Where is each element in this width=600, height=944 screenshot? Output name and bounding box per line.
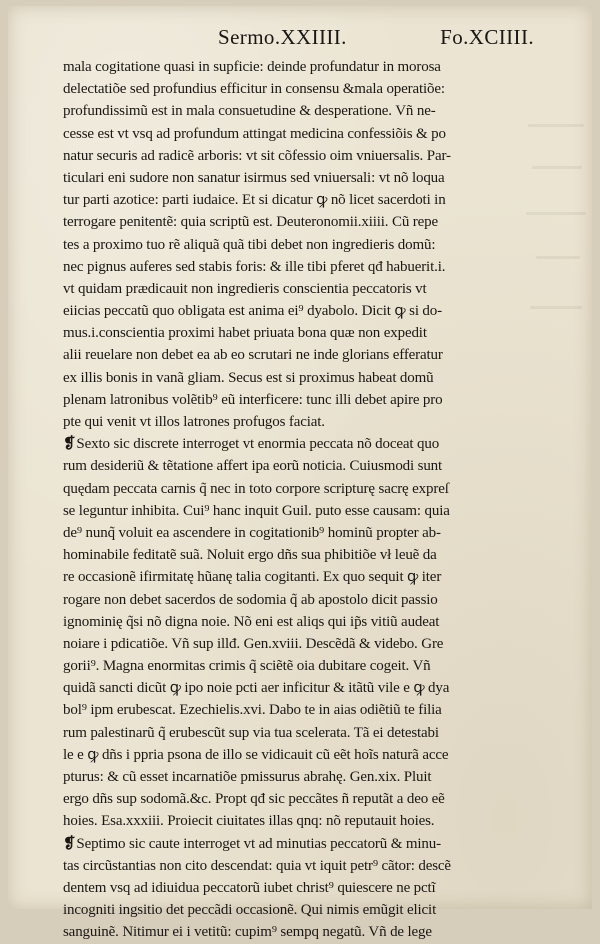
line-text: se leguntur inhibita. Cui⁹ hanc inquit Guil. puto esse causam: quia — [63, 502, 450, 519]
text-line — [63, 234, 521, 256]
text-line — [63, 833, 521, 855]
paragraph-mark: ❡ — [63, 436, 76, 453]
line-text: rum palestinarũ q̃ erubescũt sup via tua scelerata. Tã ei detestabi — [63, 724, 439, 741]
text-line — [63, 655, 521, 677]
line-text: hoies. Esa.xxxiii. Proiecit ciuitates illas qnq: nõ reputauit hoies. — [63, 813, 435, 830]
line-text: gorii⁹. Magna enormitas crimis q̃ sciẽtẽ oia dubitare cogeit. Vñ — [63, 658, 431, 675]
line-text: vt quidam prædicauit non ingredieris conscientia peccatoris vt — [63, 280, 427, 297]
text-line — [63, 544, 521, 566]
line-text: eiicias peccatũ quo obligata est anima ei⁹ dyabolo. Dicit ꝙ si do- — [63, 303, 442, 320]
text-line — [63, 566, 521, 588]
line-text: delectatiõe sed profundius efficitur in consensu &mala operatiõe: — [63, 81, 445, 98]
body-text — [63, 56, 521, 944]
text-line — [63, 522, 521, 544]
line-text: profundissimũ est in mala consuetudine & desperatione. Vñ ne- — [63, 103, 436, 120]
text-line — [63, 500, 521, 522]
line-text: re occasionẽ ifirmitatę hũanę talia cogitanti. Ex quo sequit ꝙ iter — [63, 569, 442, 586]
text-line — [63, 810, 521, 832]
line-text: noiare i pdicatiõe. Vñ sup illđ. Gen.xviii. Descẽdã & videbo. Gre — [63, 635, 444, 652]
text-line — [63, 123, 521, 145]
text-line — [63, 478, 521, 500]
text-line — [63, 899, 521, 921]
text-line — [63, 633, 521, 655]
text-line — [63, 56, 521, 78]
line-text: hominabile feditatẽ suã. Noluit ergo dñs sua phibitiõe vł leuẽ da — [63, 547, 437, 564]
line-text: nec pignus auferes sed stabis foris: & ille tibi pferet qđ habuerit.i. — [63, 258, 446, 275]
line-text: ticulari eni sudore non sanatur isirmus sed vniuersali: vt nõ loqua — [63, 169, 445, 186]
folio-number: Fo.XCIIII. — [440, 25, 534, 49]
line-text: dentem vsq ad idiuidua peccatorũ iubet christ⁹ quiescere ne pctĩ — [63, 879, 436, 896]
text-line — [63, 189, 521, 211]
text-line — [63, 78, 521, 100]
text-line — [63, 167, 521, 189]
text-line — [63, 877, 521, 899]
text-line — [63, 278, 521, 300]
text-line — [63, 411, 521, 433]
line-text: tur parti azotice: parti iudaice. Et si dicatur ꝙ nõ licet sacerdoti in — [63, 192, 446, 209]
text-line — [63, 677, 521, 699]
text-line — [63, 367, 521, 389]
line-text: le e ꝙ dñs i ppria psona de illo se vidicauit cũ eẽt hoĩs naturã acce — [63, 746, 449, 763]
text-line — [63, 256, 521, 278]
text-line — [63, 433, 521, 455]
line-text: de⁹ nunq̃ voluit ea ascendere in cogitationib⁹ hominũ propter ab- — [63, 524, 441, 541]
line-text: rum desideriũ & tẽtatione affert ipa eorũ noticia. Cuiusmodi sunt — [63, 458, 443, 475]
line-text: tas circũstantias non cito descendat: quia vt iquit petr⁹ cãtor: descẽ — [63, 857, 451, 874]
text-line — [63, 100, 521, 122]
line-text: cesse est vt vsq ad profundum attingat medicina confessiõis & po — [63, 125, 446, 142]
line-text: terrogare penitentẽ: quia scriptũ est. Deuteronomii.xiiii. Cũ repe — [63, 214, 438, 231]
text-line — [63, 921, 521, 943]
text-line — [63, 389, 521, 411]
text-line — [63, 344, 521, 366]
line-text: pte qui venit vt illos latrones profugos faciat. — [63, 414, 325, 430]
text-line — [63, 322, 521, 344]
text-line — [63, 611, 521, 633]
text-line — [63, 455, 521, 477]
line-text: natur securis ad radicẽ arboris: vt sit cõfessio oim vniuersalis. Par- — [63, 147, 451, 164]
text-line — [63, 211, 521, 233]
line-text: bol⁹ ipm erubescat. Ezechielis.xvi. Dabo te in aias odiẽtiũ te filia — [63, 702, 442, 719]
line-text: pturus: & cũ esset incarnatiõe pmissurus abrahę. Gen.xix. Pluit — [63, 769, 432, 785]
line-text: mus.i.conscientia proximi habet priuata bona quæ non expedit — [63, 325, 427, 342]
text-line — [63, 699, 521, 721]
line-text: ergo dñs sup sodomã.&c. Propt qđ sic peccãtes ñ reputãt a deo eẽ — [63, 791, 445, 808]
line-text: quędam peccata carnis q̃ nec in toto corpore scripturę sacrę expreſ — [63, 480, 449, 497]
line-text: incogniti ingsitio det peccãdi occasionẽ. Qui nimis emũgit elicit — [63, 902, 437, 919]
text-line — [63, 788, 521, 810]
line-text: ex illis bonis in vanã gliam. Secus est si proximus habeat domũ — [63, 369, 434, 386]
line-text: rogare non debet sacerdos de sodomia q̃ ab apostolo dicit passio — [63, 591, 438, 608]
line-text: plenam latronibus volẽtib⁹ eũ interficere: tunc illi debet apire pro — [63, 391, 443, 408]
text-line — [63, 855, 521, 877]
paragraph-mark: ❡ — [63, 835, 76, 852]
text-line — [63, 300, 521, 322]
running-title: Sermo.XXIIII. — [218, 25, 347, 49]
book-page — [8, 6, 592, 941]
text-line — [63, 766, 521, 788]
line-text: Septimo sic caute interroget vt ad minutias peccatorũ & minu- — [76, 835, 441, 852]
text-line — [63, 145, 521, 167]
line-text: tes a proximo tuo rẽ aliquã quã tibi debet non ingredieris domũ: — [63, 236, 436, 253]
line-text: quidã sancti dicũt ꝙ ipo noie pcti aer inficitur & itãtũ vile e ꝙ dya — [63, 680, 450, 697]
line-text: ignominię q̃si nõ digna noie. Nõ eni est aliqs qui ip̃s vitiũ audeat — [63, 613, 440, 630]
line-text: mala cogitatione quasi in supficie: deinde profundatur in morosa — [63, 59, 441, 75]
text-line — [63, 722, 521, 744]
page-header — [218, 25, 534, 55]
line-text: alii reuelare non debet ea ab eo scrutari ne inde glorians efferatur — [63, 347, 443, 364]
text-line — [63, 744, 521, 766]
line-text: Sexto sic discrete interroget vt enormia peccata nõ doceat quo — [76, 436, 440, 453]
line-text: sanguinẽ. Nitimur ei i vetitũ: cupim⁹ sempq negatũ. Vñ de lege — [63, 924, 432, 941]
text-line — [63, 589, 521, 611]
